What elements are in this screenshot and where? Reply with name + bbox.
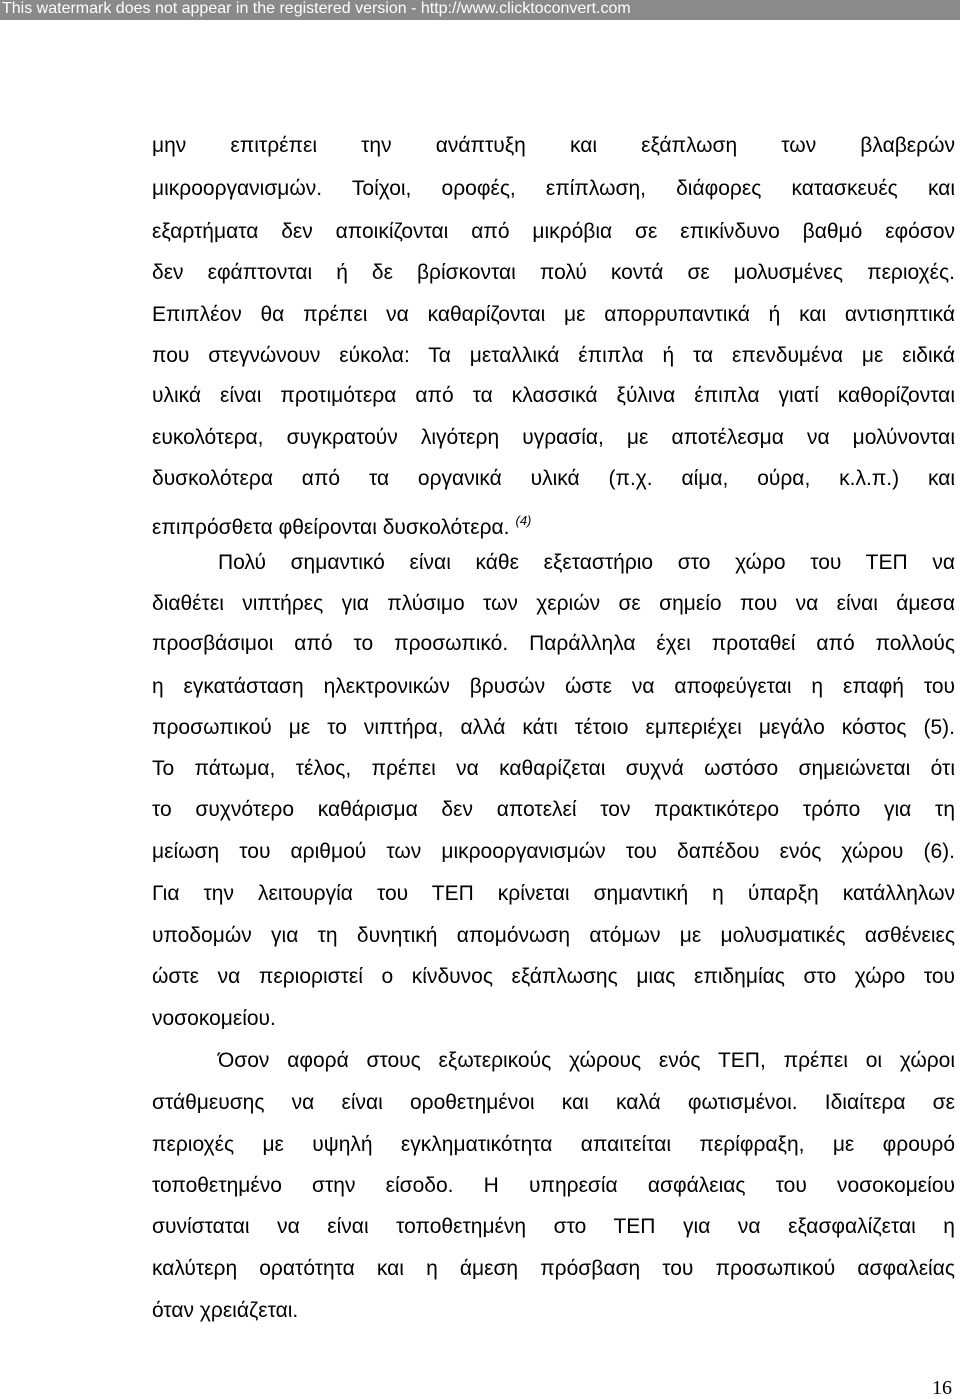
text-line: όταν χρειάζεται. <box>152 1299 299 1322</box>
page-number: 16 <box>932 1377 952 1399</box>
text-line-with-footnote <box>152 507 955 542</box>
text-line: προσωπικού με το νιπτήρα, αλλά κάτι τέτοιο εμπεριέχει μεγάλο κόστος (5). <box>152 716 955 739</box>
text-line: προσβάσιμοι από το προσωπικό. Παράλληλα έχει προταθεί από πολλούς <box>152 632 955 655</box>
text-line: συνίσταται να είναι τοποθετημένη στο ΤΕΠ για να εξασφαλίζεται η <box>152 1215 955 1238</box>
text-line: δεν εφάπτονται ή δε βρίσκονται πολύ κοντά σε μολυσμένες περιοχές. <box>152 261 955 284</box>
text-line: εξαρτήματα δεν αποικίζονται από μικρόβια σε επικίνδυνο βαθμό εφόσον <box>152 220 955 243</box>
text-line: μείωση του αριθμού των μικροοργανισμών του δαπέδου ενός χώρου (6). <box>152 840 955 863</box>
text-line: τοποθετημένο στην είσοδο. Η υπηρεσία ασφάλειας του νοσοκομείου <box>152 1174 955 1197</box>
text-line: Επιπλέον θα πρέπει να καθαρίζονται με απορρυπαντικά ή και αντισηπτικά <box>152 303 955 326</box>
footnote-reference: (4) <box>515 513 532 528</box>
text-line: ευκολότερα, συγκρατούν λιγότερη υγρασία, με αποτέλεσμα να μολύνονται <box>152 426 955 449</box>
paragraph-first-line: Πολύ σημαντικό είναι κάθε εξεταστήριο στο χώρο του ΤΕΠ να <box>218 551 955 574</box>
text-line: καλύτερη ορατότητα και η άμεση πρόσβαση του προσωπικού ασφαλείας <box>152 1257 955 1280</box>
watermark-banner <box>0 0 960 20</box>
text-line: Για την λειτουργία του ΤΕΠ κρίνεται σημαντική η ύπαρξη κατάλληλων <box>152 882 955 905</box>
text-line: επιπρόσθετα φθείρονται δυσκολότερα. <box>152 516 510 539</box>
text-line: μην επιτρέπει την ανάπτυξη και εξάπλωση των βλαβερών <box>152 134 955 157</box>
text-line: Το πάτωμα, τέλος, πρέπει να καθαρίζεται συχνά ωστόσο σημειώνεται ότι <box>152 757 955 780</box>
paragraph-first-line: Όσον αφορά στους εξωτερικούς χώρους ενός ΤΕΠ, πρέπει οι χώροι <box>218 1049 955 1072</box>
text-line: νοσοκομείου. <box>152 1007 276 1030</box>
text-line: το συχνότερο καθάρισμα δεν αποτελεί τον πρακτικότερο τρόπο για τη <box>152 798 955 821</box>
text-line: στάθμευσης να είναι οροθετημένοι και καλά φωτισμένοι. Ιδιαίτερα σε <box>152 1091 955 1114</box>
text-line: περιοχές με υψηλή εγκληματικότητα απαιτείται περίφραξη, με φρουρό <box>152 1133 955 1156</box>
text-line: που στεγνώνουν εύκολα: Τα μεταλλικά έπιπλα ή τα επενδυμένα με ειδικά <box>152 344 955 367</box>
text-line: μικροοργανισμών. Τοίχοι, οροφές, επίπλωση, διάφορες κατασκευές και <box>152 177 955 200</box>
text-line: η εγκατάσταση ηλεκτρονικών βρυσών ώστε να αποφεύγεται η επαφή του <box>152 675 955 698</box>
watermark-link[interactable]: http://www.clicktoconvert.com <box>420 0 631 17</box>
text-line: υποδομών για τη δυνητική απομόνωση ατόμων με μολυσματικές ασθένειες <box>152 924 955 947</box>
text-line: υλικά είναι προτιμότερα από τα κλασσικά ξύλινα έπιπλα γιατί καθορίζονται <box>152 384 955 407</box>
text-line: ώστε να περιοριστεί ο κίνδυνος εξάπλωσης μιας επιδημίας στο χώρο του <box>152 965 955 988</box>
text-line: διαθέτει νιπτήρες για πλύσιμο των χεριών σε σημείο που να είναι άμεσα <box>152 592 955 615</box>
watermark-text: This watermark does not appear in the registered version - <box>2 0 421 17</box>
text-line: δυσκολότερα από τα οργανικά υλικά (π.χ. αίμα, ούρα, κ.λ.π.) και <box>152 467 955 490</box>
